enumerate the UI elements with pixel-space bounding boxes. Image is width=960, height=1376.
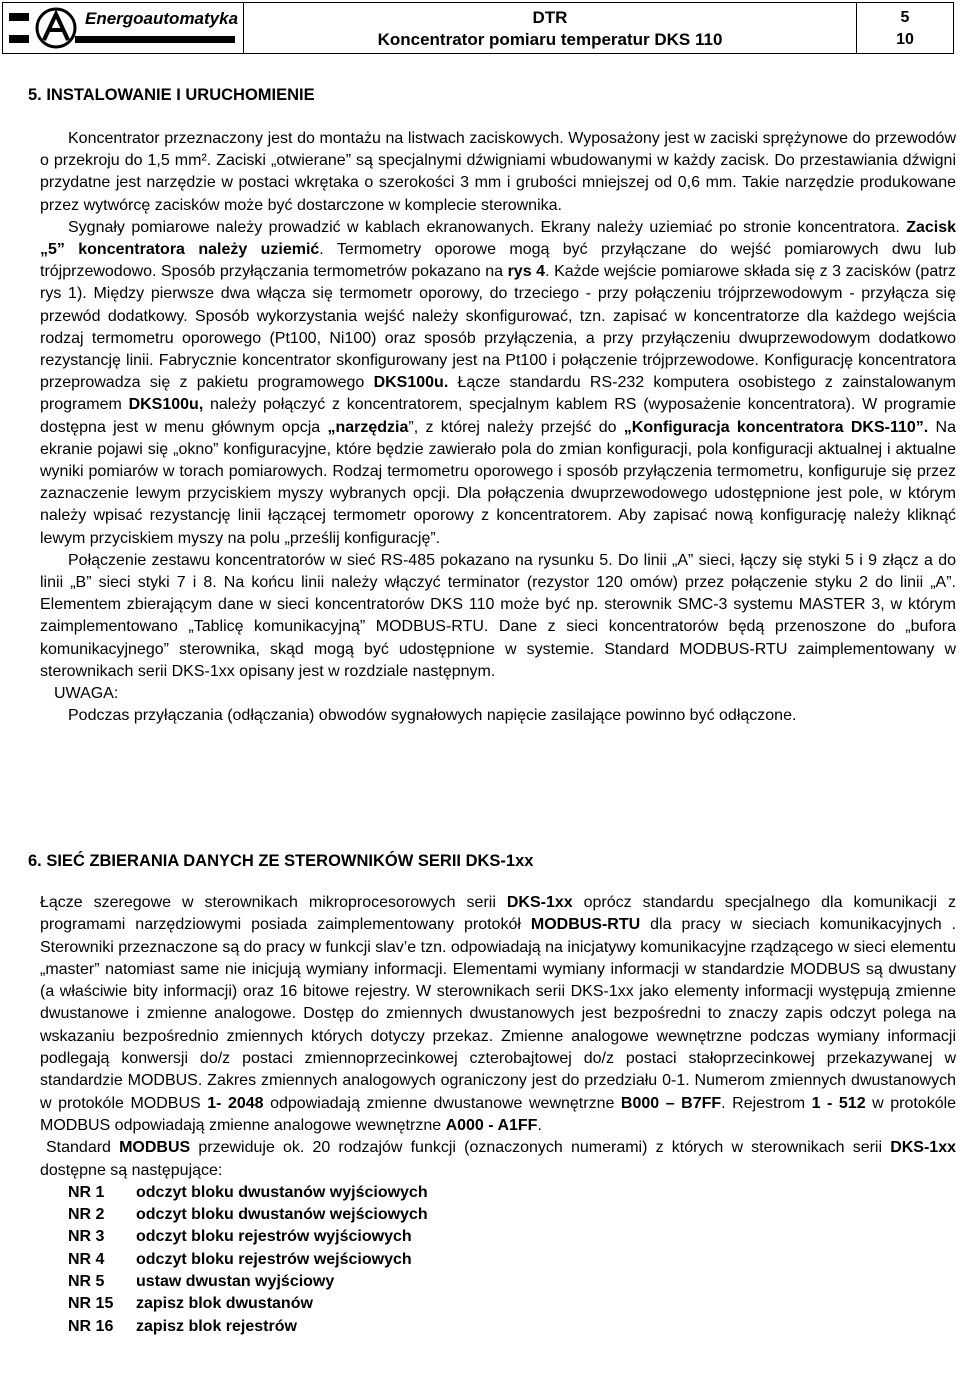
logo-bar-top (9, 13, 29, 21)
list-item: NR 5 ustaw dwustan wyjściowy (68, 1273, 335, 1291)
section-6-heading: 6. SIEĆ ZBIERANIA DANYCH ZE STEROWNIKÓW SERII DKS-1xx (28, 852, 534, 870)
page-number-block (857, 3, 953, 53)
document-title-block (244, 3, 857, 53)
section-5-body (40, 128, 956, 727)
page-header (2, 2, 954, 54)
paragraph: Sygnały pomiarowe należy prowadzić w kablach ekranowanych. Ekrany należy uziemiać po stronie koncentratora. Zacisk „5” koncentratora należy uziemić. Termometry oporowe mogą być przyłączane do wejść pomiarowych dwu lub trójprzewodowo. Sposób przyłączania termometrów pokazano na rys 4. Każde wejście pomiarowe składa się z 3 zacisków (patrz rys 1). Między pierwsze dwa włącza się termometr oporowy, do trzeciego - przy połączeniu trójprzewodowym - przyłącza się przewód dodatkowy. Sposób wykorzystania wejść należy skonfigurować, tzn. zapisać w koncentratorze dla każdego wejścia rodzaj termometru oporowego (Pt100, Ni100) oraz sposób przyłączenia, a przy przyłączeniu dwuprzewodowym dodatkowo rezystancję linii. Fabrycznie koncentrator skonfigurowany jest na Pt100 i połączenie trójprzewodowe. Konfigurację koncentratora przeprowadza się z pakietu programowego DKS100u. Łącze standardu RS-232 komputera osobistego z zainstalowanym programem DKS100u, należy połączyć z koncentratorem, specjalnym kablem RS (wyposażenie koncentratora). W programie dostępna jest w menu głównym opcja „narzędzia”, z której należy przejść do „Konfiguracja koncentratora DKS-110”. Na ekranie pojawi się „okno” konfiguracyjne, które będzie zawierało pola do zmian konfiguracji, pola konfiguracji aktualnej i aktualne wyniki pomiarów w torach pomiarowych. Rodzaj termometru oporowego i sposób przyłączenia termometru, konfiguruje się przez zaznaczenie lewym przyciskiem myszy wybranych opcji. Dla połączenia dwuprzewodowego udostępnione jest pole, w którym należy wpisać rezystancję linii łączącej termometr oporowy z koncentratorem. Aby zapisać nową konfigurację należy kliknąć lewym przyciskiem myszy na polu „prześlij konfigurację”. (40, 218, 957, 547)
logo-band (75, 36, 235, 43)
paragraph: Standard MODBUS przewiduje ok. 20 rodzajów funkcji (oznaczonych numerami) z których w sterownikach serii DKS-1xx dostępne są następujące: (40, 1139, 956, 1179)
list-item: NR 16 zapisz blok rejestrów (68, 1317, 297, 1335)
paragraph: Połączenie zestawu koncentratorów w sieć RS-485 pokazano na rysunku 5. Do linii „A” sieci, łączy się styki 5 i 9 złącz a do linii „B” sieci styki 7 i 8. Na końcu linii należy włączyć terminator (rezystor 120 omów) przez połączenie styku 2 do linii „A”. Elementem zbierającym dane w sieci koncentratorów DKS 110 może być np. sterownik SMC-3 systemu MASTER 3, w którym zaimplementowano „Tablicę komunikacyjną” MODBUS-RTU. Dane z sieci koncentratorów będą przenoszone do „bufora komunikacyjnego” sterownika, skąd mogą być udostępnione w systemie. Standard MODBUS-RTU zaimplementowany w sterownikach serii DKS-1xx opisany jest w rozdziale następnym. (40, 551, 956, 680)
paragraph: Łącze szeregowe w sterownikach mikroprocesorowych serii DKS-1xx oprócz standardu specjalnego dla komunikacji z programami narzędziowymi posiada zaimplementowany protokół MODBUS-RTU dla pracy w sieciach komunikacyjnych . Sterowniki przeznaczone są do pracy w funkcji slav’e tzn. odpowiadają na inicjatywy komunikacyjne rządzącego w sieci elementu „master” natomiast same nie inicjują wymiany informacji. Elementami wymiany informacji w standardzie MODBUS są dwustany (a właściwie bity informacji) oraz 16 bitowe rejestry. W sterownikach serii DKS-1xx jako elementy informacji występują zmienne dwustanowe i zmienne analogowe. Dostęp do zmiennych dwustanowych jest bezpośredni to znaczy zapis odczyt polega na wskazaniu bezpośrednio zmiennych których dotyczy przekaz. Zmienne analogowe wewnętrzne podczas wymiany informacji podlegają konwersji do/z postaci zmiennoprzecinkowej czterobajtowej do/z postaci stałoprzecinkowej przekazywanej w standardzie MODBUS. Zakres zmiennych analogowych ograniczony jest do przedziału 0-1. Numerom zmiennych dwustanowych w protokóle MODBUS 1- 2048 odpowiadają zmienne dwustanowe wewnętrzne B000 – B7FF. Rejestrom 1 - 512 w protokóle MODBUS odpowiadają zmienne analogowe wewnętrzne A000 - A1FF. (40, 894, 957, 1134)
list-item: NR 4 odczyt bloku rejestrów wejściowych (68, 1250, 412, 1268)
doc-title: Koncentrator pomiaru temperatur DKS 110 (377, 30, 723, 49)
section-6-body (40, 892, 956, 1338)
page-number: 5 (900, 9, 910, 26)
warning-text: Podczas przyłączania (odłączania) obwodów sygnałowych napięcie zasilające powinno być odłączone. (68, 707, 797, 725)
company-logo (3, 3, 244, 53)
list-item: NR 1 odczyt bloku dwustanów wyjściowych (68, 1183, 428, 1201)
warning-label: UWAGA: (54, 685, 119, 703)
company-name: Energoautomatyka (85, 9, 239, 28)
list-item: NR 2 odczyt bloku dwustanów wejściowych (68, 1206, 428, 1224)
section-5-heading: 5. INSTALOWANIE I URUCHOMIENIE (28, 86, 315, 104)
logo-emblem-icon (35, 6, 77, 50)
list-item: NR 15 zapisz blok dwustanów (68, 1295, 313, 1313)
list-item: NR 3 odczyt bloku rejestrów wyjściowych (68, 1228, 412, 1246)
logo-bar-bottom (9, 35, 29, 43)
page-total: 10 (896, 31, 914, 48)
doc-type: DTR (532, 8, 568, 27)
paragraph: Koncentrator przeznaczony jest do montażu na listwach zaciskowych. Wyposażony jest w zaciski sprężynowe do przewodów o przekroju do 1,5 mm². Zaciski „otwierane” są specjalnymi dźwigniami wbudowanymi w każdy zacisk. Do przestawiania dźwigni przydatne jest narzędzie w postaci wkrętaka o szerokości 3 mm i grubości mniejszej od 0,6 mm. Takie narzędzie produkowane przez wytwórcę zacisków może być dostarczone w komplecie sterownika. (40, 130, 956, 214)
function-list (40, 1182, 956, 1338)
